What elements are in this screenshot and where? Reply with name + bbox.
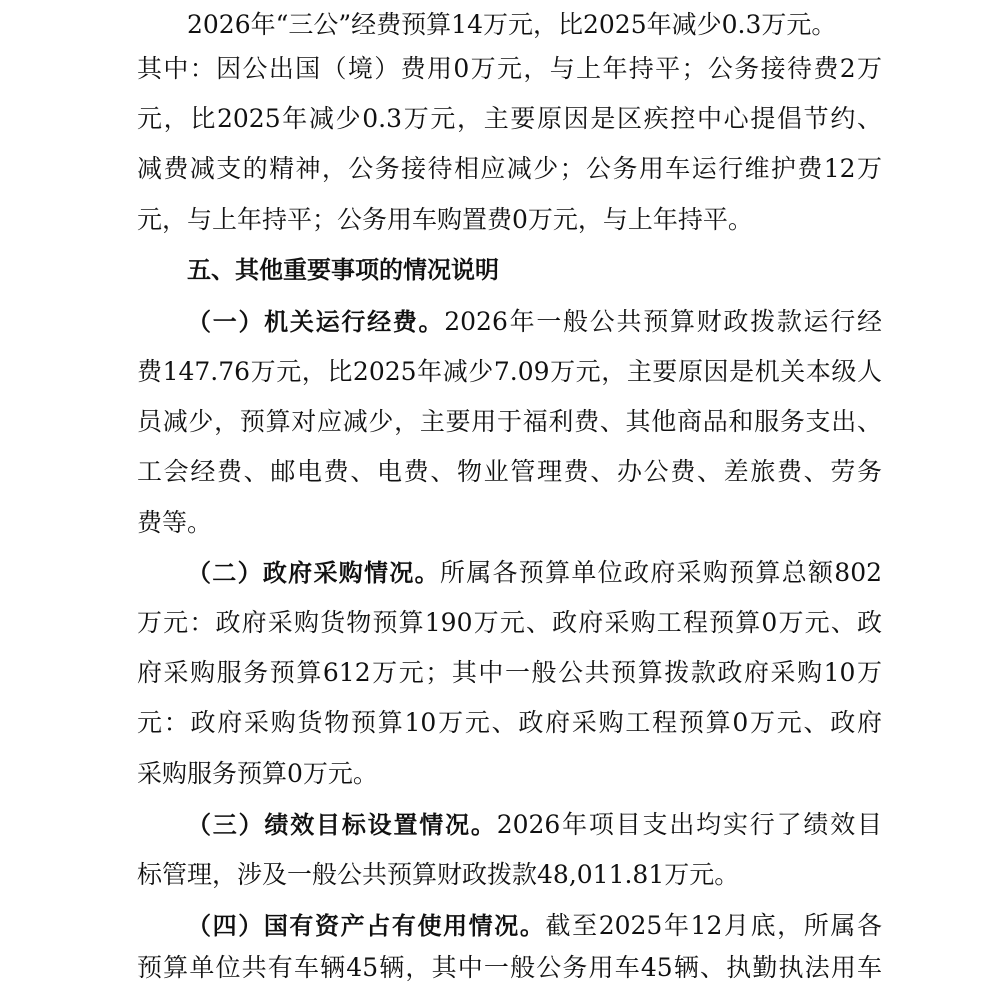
p2-line-1-rest: 2026年一般公共预算财政拨款运行经 xyxy=(444,307,883,336)
p3-line-3: 府采购服务预算612万元；其中一般公共预算拨款政府采购10万 xyxy=(137,658,882,687)
section-five-heading: 五、其他重要事项的情况说明 xyxy=(187,256,499,284)
p2-line-2: 费147.76万元，比2025年减少7.09万元，主要原因是机关本级人 xyxy=(137,357,882,386)
p4-lead: （三）绩效目标设置情况。 xyxy=(187,811,497,839)
p3-line-5: 采购服务预算0万元。 xyxy=(137,759,378,788)
p1-line-5: 元，与上年持平；公务用车购置费0万元，与上年持平。 xyxy=(137,205,753,234)
p5-line-2: 预算单位共有车辆45辆，其中一般公务用车45辆、执勤执法用车 xyxy=(137,953,882,982)
p4-line-1 xyxy=(187,800,882,850)
p2-line-5: 费等。 xyxy=(137,508,213,537)
p4-line-2: 标管理，涉及一般公共预算财政拨款48,011.81万元。 xyxy=(137,860,740,889)
p3-line-1 xyxy=(187,548,882,598)
p1-line-2: 其中：因公出国（境）费用0万元，与上年持平；公务接待费2万 xyxy=(137,54,882,83)
p1-line-4: 减费减支的精神，公务接待相应减少；公务用车运行维护费12万 xyxy=(137,154,882,183)
p2-line-4: 工会经费、邮电费、电费、物业管理费、办公费、差旅费、劳务 xyxy=(137,457,882,486)
p3-line-1-rest: 所属各预算单位政府采购预算总额802 xyxy=(439,558,883,587)
p5-lead: （四）国有资产占有使用情况。 xyxy=(187,912,546,940)
p3-line-2: 万元：政府采购货物预算190万元、政府采购工程预算0万元、政 xyxy=(137,608,882,637)
p1-line-1: 2026年“三公”经费预算14万元，比2025年减少0.3万元。 xyxy=(187,10,837,39)
p5-line-1-rest: 截至2025年12月底，所属各 xyxy=(545,911,883,940)
p2-line-1 xyxy=(187,297,882,347)
p3-line-4: 元：政府采购货物预算10万元、政府采购工程预算0万元、政府 xyxy=(137,708,882,737)
p2-lead: （一）机关运行经费。 xyxy=(187,308,445,336)
p2-line-3: 员减少，预算对应减少，主要用于福利费、其他商品和服务支出、 xyxy=(137,407,882,436)
p1-line-3: 元，比2025年减少0.3万元，主要原因是区疾控中心提倡节约、 xyxy=(137,104,882,133)
p4-line-1-rest: 2026年项目支出均实行了绩效目 xyxy=(496,810,882,839)
p3-lead: （二）政府采购情况。 xyxy=(187,559,440,587)
